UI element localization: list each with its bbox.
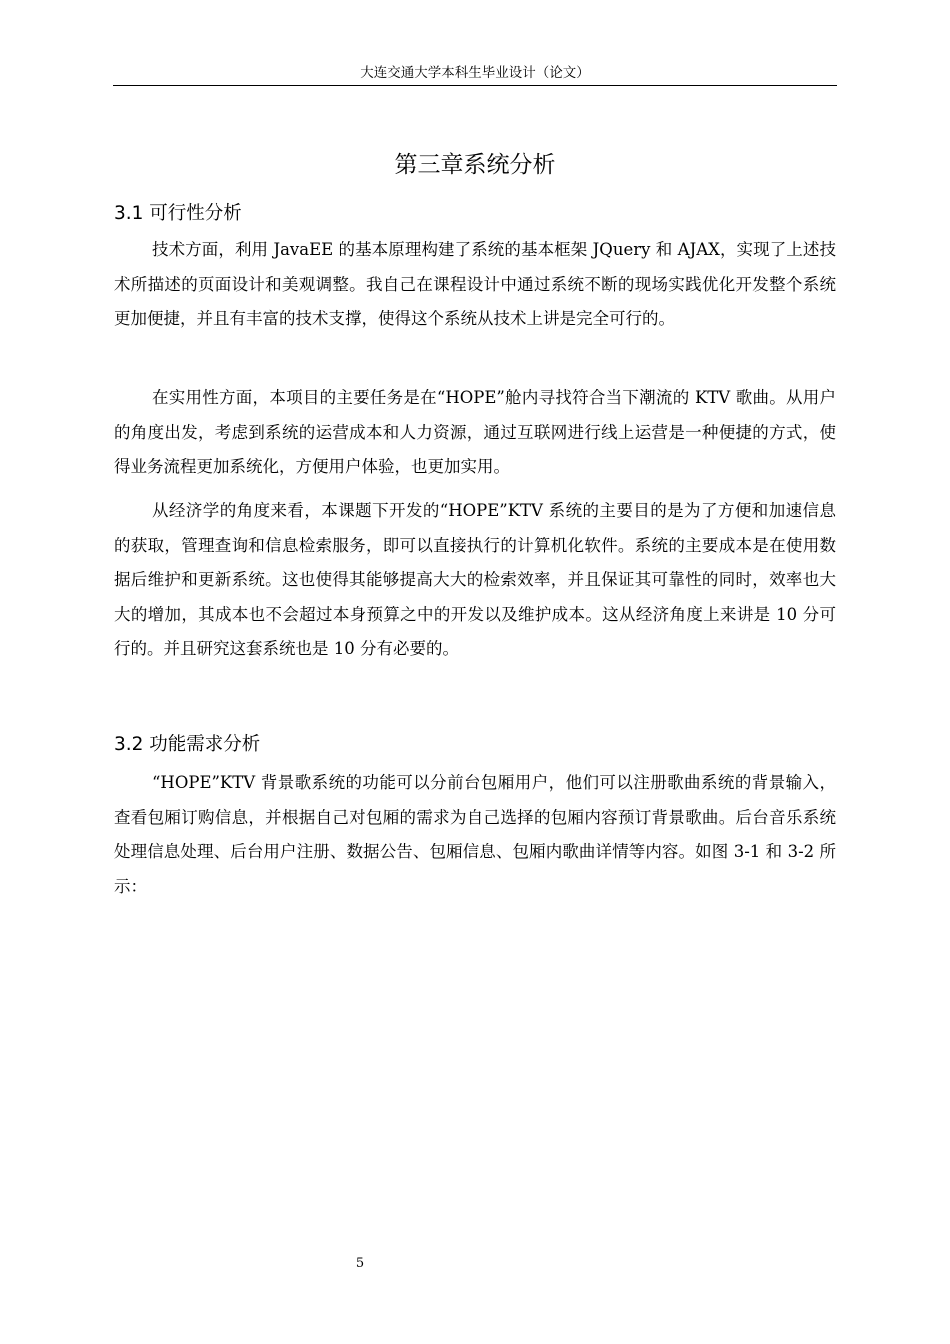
section-heading-requirements: 3.2 功能需求分析 — [114, 734, 261, 755]
paragraph-economic: 从经济学的角度来看，本课题下开发的“HOPE”KTV 系统的主要目的是为了方便和加速信息的获取，管理查询和信息检索服务，即可以直接执行的计算机化软件。系统的主要成本是在使用数据后维护和更新系统。这也使得其能够提高大大的检索效率，并且保证其可靠性的同时，效率也大大的增加，其成本也不会超过本身预算之中的开发以及维护成本。这从经济角度上来讲是 10 分可行的。并且研究这套系统也是 10 分有必要的。 — [114, 501, 836, 658]
paragraph-technical: 技术方面，利用 JavaEE 的基本原理构建了系统的基本框架 JQuery 和 AJAX，实现了上述技术所描述的页面设计和美观调整。我自己在课程设计中通过系统不断的现场实践优化开发整个系统更加便捷，并且有丰富的技术支撑，使得这个系统从技术上讲是完全可行的。 — [114, 240, 836, 328]
page-header: 大连交通大学本科生毕业设计（论文） — [360, 65, 590, 81]
paragraph-requirements: “HOPE”KTV 背景歌系统的功能可以分前台包厢用户，他们可以注册歌曲系统的背景输入，查看包厢订购信息，并根据自己对包厢的需求为自己选择的包厢内容预订背景歌曲。后台音乐系统处理信息处理、后台用户注册、数据公告、包厢信息、包厢内歌曲详情等内容。如图 3-1 和 3-2 所示： — [114, 773, 836, 896]
page-number: 5 — [355, 1256, 365, 1271]
section-heading-feasibility: 3.1 可行性分析 — [114, 203, 242, 224]
chapter-title: 第三章系统分析 — [394, 152, 556, 178]
paragraph-practical: 在实用性方面，本项目的主要任务是在“HOPE”舱内寻找符合当下潮流的 KTV 歌曲。从用户的角度出发，考虑到系统的运营成本和人力资源，通过互联网进行线上运营是一种便捷的方式，使得业务流程更加系统化，方便用户体验，也更加实用。 — [114, 388, 836, 476]
header-divider — [113, 85, 837, 86]
